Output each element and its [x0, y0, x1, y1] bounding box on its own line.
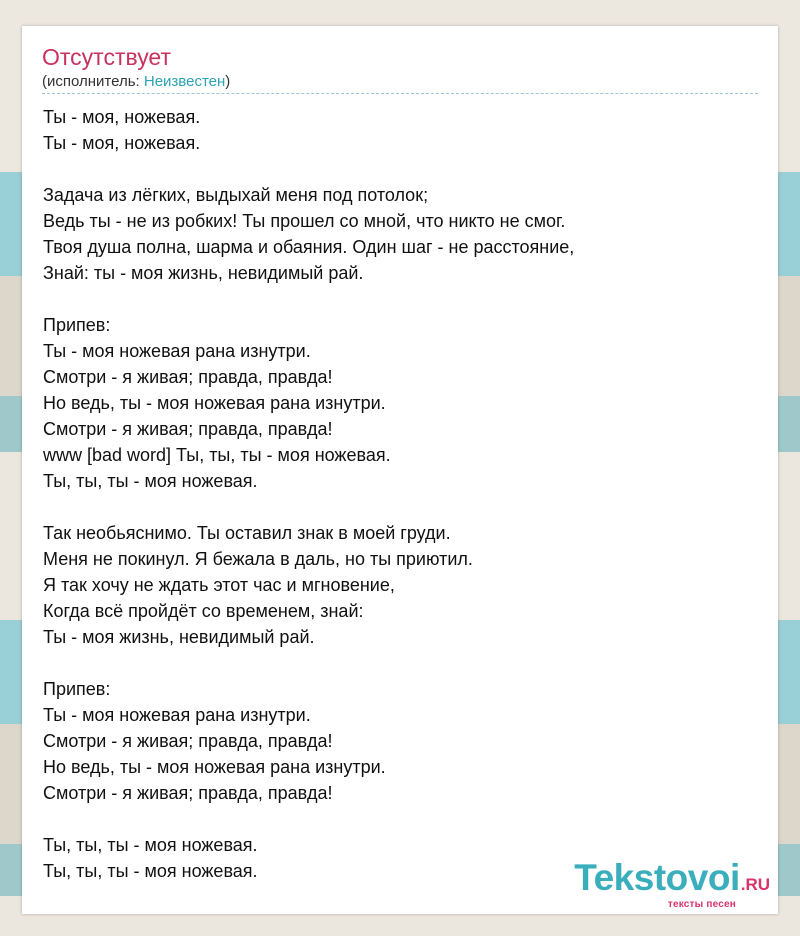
logo-tld: .RU — [740, 875, 770, 894]
lyrics-line: Ведь ты - не из робких! Ты прошел со мной, что никто не смог. — [43, 211, 566, 231]
lyrics-line: Так необьяснимо. Ты оставил знак в моей груди. — [43, 523, 451, 543]
lyrics-line: Но ведь, ты - моя ножевая рана изнутри. — [43, 757, 386, 777]
lyrics-blank-line — [43, 156, 763, 182]
lyrics-blank-line — [43, 494, 763, 520]
title-divider — [42, 93, 758, 94]
lyrics-line: Задача из лёгких, выдыхай меня под потолок; — [43, 185, 429, 205]
lyrics-line: Но ведь, ты - моя ножевая рана изнутри. — [43, 393, 386, 413]
lyrics-text — [43, 104, 763, 884]
lyrics-line: Меня не покинул. Я бежала в даль, но ты приютил. — [43, 549, 473, 569]
lyrics-line: Знай: ты - моя жизнь, невидимый рай. — [43, 263, 364, 283]
lyrics-line: Припев: — [43, 315, 111, 335]
lyrics-line: Ты - моя, ножевая. — [43, 107, 201, 127]
lyrics-blank-line — [43, 286, 763, 312]
lyrics-blank-line — [43, 806, 763, 832]
logo-wordmark — [574, 857, 770, 903]
lyrics-line: Смотри - я живая; правда, правда! — [43, 731, 333, 751]
lyrics-line: Припев: — [43, 679, 111, 699]
lyrics-line: Смотри - я живая; правда, правда! — [43, 419, 333, 439]
lyrics-card — [22, 26, 778, 914]
logo-main-text: Tekstovoi — [574, 857, 740, 898]
lyrics-line: Смотри - я живая; правда, правда! — [43, 783, 333, 803]
artist-suffix: ) — [225, 73, 231, 90]
song-title: Отсутствует — [42, 44, 171, 70]
logo-tagline: тексты песен — [667, 899, 736, 910]
lyrics-line: Я так хочу не ждать этот час и мгновение, — [43, 575, 395, 595]
lyrics-line: Когда всё пройдёт со временем, знай: — [43, 601, 364, 621]
lyrics-line: Смотри - я живая; правда, правда! — [43, 367, 333, 387]
artist-line — [42, 73, 230, 91]
lyrics-line: Ты, ты, ты - моя ножевая. — [43, 861, 258, 881]
lyrics-line: Ты - моя, ножевая. — [43, 133, 201, 153]
lyrics-line: Ты, ты, ты - моя ножевая. — [43, 835, 258, 855]
artist-prefix: (исполнитель: — [42, 73, 144, 90]
lyrics-line: www [bad word] Ты, ты, ты - моя ножевая. — [43, 445, 391, 465]
lyrics-line: Ты - моя жизнь, невидимый рай. — [43, 627, 315, 647]
lyrics-line: Ты - моя ножевая рана изнутри. — [43, 341, 311, 361]
lyrics-line: Ты, ты, ты - моя ножевая. — [43, 471, 258, 491]
lyrics-line: Ты - моя ножевая рана изнутри. — [43, 705, 311, 725]
lyrics-blank-line — [43, 650, 763, 676]
site-logo[interactable] — [574, 857, 770, 910]
lyrics-line: Твоя душа полна, шарма и обаяния. Один шаг - не расстояние, — [43, 237, 575, 257]
artist-link[interactable]: Неизвестен — [143, 73, 226, 90]
